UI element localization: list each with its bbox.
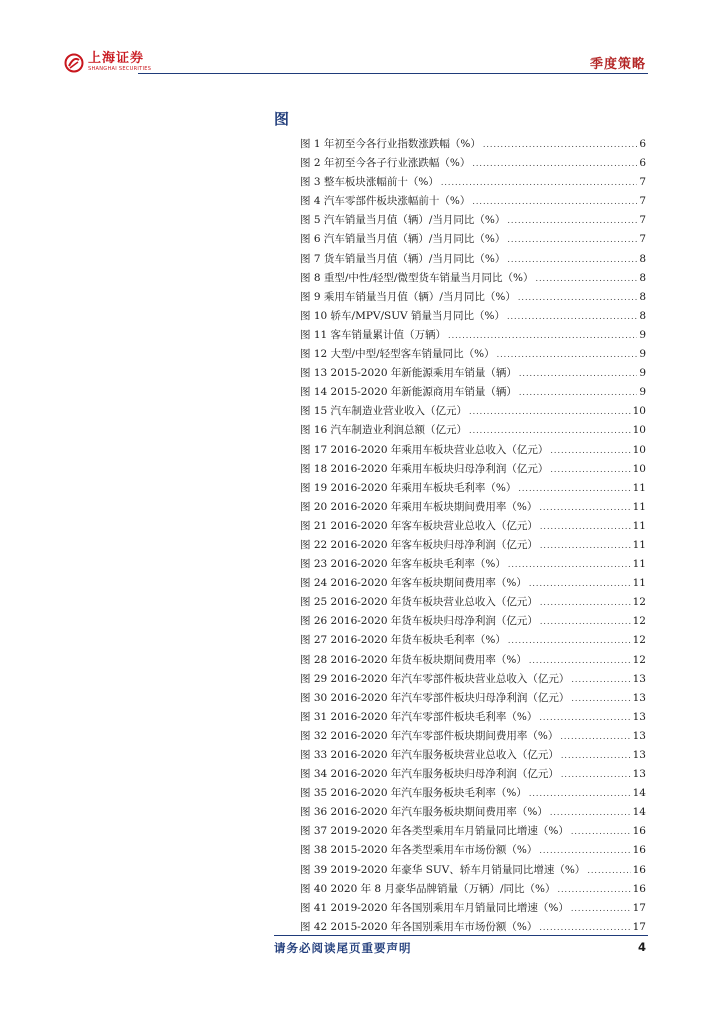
toc-entry-page: 8 xyxy=(639,271,646,284)
figure-index-list xyxy=(300,135,646,937)
toc-entry-label: 图 36 2016-2020 年汽车服务板块期间费用率（%） xyxy=(300,806,548,819)
toc-entry-label: 图 10 轿车/MPV/SUV 销量当月同比（%） xyxy=(300,309,505,322)
footer-divider xyxy=(274,935,648,936)
toc-dot-leader xyxy=(507,230,637,249)
toc-entry[interactable] xyxy=(300,345,646,364)
toc-entry-page: 8 xyxy=(639,290,646,303)
toc-dot-leader xyxy=(441,173,637,192)
toc-entry-label: 图 37 2019-2020 年各类型乘用车月销量同比增速（%） xyxy=(300,825,569,838)
toc-entry-page: 7 xyxy=(639,176,646,189)
toc-entry[interactable] xyxy=(300,708,646,727)
toc-dot-leader xyxy=(472,192,637,211)
toc-entry-page: 6 xyxy=(639,138,646,150)
toc-dot-leader xyxy=(508,631,631,650)
toc-entry[interactable] xyxy=(300,479,646,498)
toc-dot-leader xyxy=(497,345,638,364)
toc-entry-page: 13 xyxy=(632,749,646,761)
toc-entry-page: 9 xyxy=(639,386,646,399)
toc-dot-leader xyxy=(550,460,630,479)
toc-entry[interactable] xyxy=(300,230,646,249)
figures-section-title: 图 xyxy=(274,110,290,128)
toc-dot-leader xyxy=(508,555,631,574)
toc-dot-leader xyxy=(529,651,631,670)
toc-dot-leader xyxy=(571,822,631,841)
toc-entry-label: 图 31 2016-2020 年汽车零部件板块毛利率（%） xyxy=(300,710,538,723)
footer-disclaimer: 请务必阅读尾页重要声明 xyxy=(274,941,412,955)
toc-entry-label: 图 39 2019-2020 年豪华 SUV、轿车月销量同比增速（%） xyxy=(300,863,586,876)
toc-entry-label: 图 13 2015-2020 年新能源乘用车销量（辆） xyxy=(300,367,517,380)
toc-entry[interactable] xyxy=(300,803,646,822)
toc-dot-leader xyxy=(519,383,637,402)
toc-dot-leader xyxy=(571,670,630,689)
toc-entry-page: 8 xyxy=(639,252,646,265)
toc-dot-leader xyxy=(540,536,631,555)
toc-dot-leader xyxy=(539,708,630,727)
toc-dot-leader xyxy=(529,784,631,803)
toc-entry[interactable] xyxy=(300,421,646,440)
toc-dot-leader xyxy=(571,899,631,918)
toc-entry-label: 图 7 货车销量当月值（辆）/当月同比（%） xyxy=(300,252,506,265)
toc-entry-page: 11 xyxy=(632,558,646,571)
toc-dot-leader xyxy=(540,612,631,631)
toc-entry-page: 14 xyxy=(632,787,646,800)
toc-dot-leader xyxy=(472,154,637,173)
toc-dot-leader xyxy=(540,517,631,536)
toc-entry-page: 9 xyxy=(639,367,646,380)
toc-entry[interactable] xyxy=(300,841,646,860)
toc-entry[interactable] xyxy=(300,670,646,689)
toc-entry-label: 图 8 重型/中性/轻型/微型货车销量当月同比（%） xyxy=(300,271,534,284)
toc-entry-page: 17 xyxy=(632,920,646,933)
toc-entry-label: 图 17 2016-2020 年乘用车板块营业总收入（亿元） xyxy=(300,443,549,456)
logo-emblem-icon xyxy=(64,53,84,73)
toc-entry-page: 12 xyxy=(632,653,646,666)
toc-entry-page: 8 xyxy=(639,309,646,322)
toc-entry-label: 图 23 2016-2020 年客车板块毛利率（%） xyxy=(300,558,506,571)
toc-entry-page: 16 xyxy=(632,882,646,895)
toc-dot-leader xyxy=(535,269,637,288)
toc-entry[interactable] xyxy=(300,498,646,517)
toc-entry[interactable] xyxy=(300,593,646,612)
toc-entry[interactable] xyxy=(300,880,646,899)
toc-entry[interactable] xyxy=(300,517,646,536)
toc-dot-leader xyxy=(469,402,631,421)
toc-dot-leader xyxy=(519,364,637,383)
toc-entry-label: 图 6 汽车销量当月值（辆）/当月同比（%） xyxy=(300,233,506,246)
toc-entry-page: 12 xyxy=(632,634,646,647)
toc-entry-page: 7 xyxy=(639,214,646,227)
toc-entry-label: 图 15 汽车制造业营业收入（亿元） xyxy=(300,405,468,418)
toc-entry-label: 图 4 汽车零部件板块涨幅前十（%） xyxy=(300,195,471,208)
toc-entry[interactable] xyxy=(300,307,646,326)
toc-entry-page: 13 xyxy=(632,710,646,723)
toc-entry-label: 图 32 2016-2020 年汽车零部件板块期间费用率（%） xyxy=(300,729,559,742)
toc-entry-page: 11 xyxy=(632,481,646,494)
toc-entry-page: 16 xyxy=(632,844,646,857)
toc-entry[interactable] xyxy=(300,689,646,708)
toc-entry-page: 10 xyxy=(632,443,646,456)
toc-dot-leader xyxy=(550,803,631,822)
toc-entry-page: 9 xyxy=(639,328,646,341)
toc-entry-label: 图 24 2016-2020 年客车板块期间费用率（%） xyxy=(300,577,527,590)
toc-dot-leader xyxy=(507,307,637,326)
toc-entry-label: 图 18 2016-2020 年乘用车板块归母净利润（亿元） xyxy=(300,462,549,475)
toc-entry[interactable] xyxy=(300,727,646,746)
logo-cn-text: 上海证券 xyxy=(88,51,145,66)
toc-entry[interactable] xyxy=(300,326,646,345)
toc-entry[interactable] xyxy=(300,364,646,383)
toc-dot-leader xyxy=(518,479,630,498)
toc-entry[interactable] xyxy=(300,460,646,479)
toc-entry-page: 11 xyxy=(632,519,646,532)
toc-dot-leader xyxy=(560,727,630,746)
toc-entry-label: 图 26 2016-2020 年货车板块归母净利润（亿元） xyxy=(300,615,538,628)
toc-dot-leader xyxy=(518,288,637,307)
toc-dot-leader xyxy=(469,421,631,440)
toc-dot-leader xyxy=(539,498,630,517)
toc-entry[interactable] xyxy=(300,441,646,460)
toc-entry[interactable] xyxy=(300,173,646,192)
toc-entry-label: 图 33 2016-2020 年汽车服务板块营业总收入（亿元） xyxy=(300,749,559,761)
toc-dot-leader xyxy=(561,746,631,765)
toc-entry-page: 7 xyxy=(639,233,646,246)
toc-entry-page: 14 xyxy=(632,806,646,819)
toc-entry-label: 图 40 2020 年 8 月豪华品牌销量（万辆）/同比（%） xyxy=(300,882,556,895)
toc-dot-leader xyxy=(507,211,637,230)
toc-entry-label: 图 22 2016-2020 年客车板块归母净利润（亿元） xyxy=(300,538,538,551)
toc-entry-page: 16 xyxy=(632,825,646,838)
toc-dot-leader xyxy=(540,593,631,612)
toc-entry-label: 图 5 汽车销量当月值（辆）/当月同比（%） xyxy=(300,214,506,227)
toc-entry[interactable] xyxy=(300,784,646,803)
header-divider xyxy=(138,73,648,74)
toc-entry-page: 10 xyxy=(632,462,646,475)
toc-dot-leader xyxy=(539,841,630,860)
toc-entry-page: 13 xyxy=(632,672,646,685)
toc-entry-page: 13 xyxy=(632,691,646,704)
toc-entry[interactable] xyxy=(300,154,646,173)
toc-entry-page: 12 xyxy=(632,596,646,609)
toc-entry[interactable] xyxy=(300,746,646,765)
toc-entry[interactable] xyxy=(300,765,646,784)
toc-dot-leader xyxy=(557,880,630,899)
toc-entry-page: 10 xyxy=(632,424,646,437)
toc-dot-leader xyxy=(550,441,630,460)
company-logo xyxy=(64,52,151,73)
toc-entry-label: 图 25 2016-2020 年货车板块营业总收入（亿元） xyxy=(300,596,538,609)
toc-entry[interactable] xyxy=(300,288,646,307)
toc-entry[interactable] xyxy=(300,651,646,670)
toc-entry[interactable] xyxy=(300,383,646,402)
page-header xyxy=(0,0,724,80)
toc-entry-page: 13 xyxy=(632,768,646,781)
page-number: 4 xyxy=(637,940,646,954)
toc-entry[interactable] xyxy=(300,211,646,230)
toc-entry-page: 16 xyxy=(632,863,646,876)
toc-entry-label: 图 2 年初至今各子行业涨跌幅（%） xyxy=(300,157,471,170)
toc-entry[interactable] xyxy=(300,536,646,555)
toc-entry[interactable] xyxy=(300,899,646,918)
toc-dot-leader xyxy=(507,250,637,269)
toc-dot-leader xyxy=(448,326,637,345)
toc-entry[interactable] xyxy=(300,269,646,288)
toc-entry-label: 图 21 2016-2020 年客车板块营业总收入（亿元） xyxy=(300,519,538,532)
toc-entry-page: 13 xyxy=(632,729,646,742)
toc-entry[interactable] xyxy=(300,822,646,841)
toc-entry[interactable] xyxy=(300,250,646,269)
toc-entry[interactable] xyxy=(300,631,646,650)
toc-entry[interactable] xyxy=(300,612,646,631)
toc-entry-label: 图 35 2016-2020 年汽车服务板块毛利率（%） xyxy=(300,787,527,800)
toc-entry[interactable] xyxy=(300,555,646,574)
toc-entry-label: 图 38 2015-2020 年各类型乘用车市场份额（%） xyxy=(300,844,538,857)
toc-entry-label: 图 16 汽车制造业利润总额（亿元） xyxy=(300,424,468,437)
toc-entry-label: 图 30 2016-2020 年汽车零部件板块归母净利润（亿元） xyxy=(300,691,570,704)
toc-entry-label: 图 14 2015-2020 年新能源商用车销量（辆） xyxy=(300,386,517,399)
toc-dot-leader xyxy=(571,689,630,708)
toc-entry[interactable] xyxy=(300,574,646,593)
toc-entry-page: 11 xyxy=(632,500,646,513)
toc-entry-label: 图 3 整车板块涨幅前十（%） xyxy=(300,176,439,189)
toc-entry-label: 图 29 2016-2020 年汽车零部件板块营业总收入（亿元） xyxy=(300,672,570,685)
toc-dot-leader xyxy=(529,574,631,593)
toc-entry[interactable] xyxy=(300,402,646,421)
toc-entry-page: 9 xyxy=(639,348,646,361)
toc-entry-label: 图 41 2019-2020 年各国别乘用车月销量同比增速（%） xyxy=(300,901,569,914)
toc-dot-leader xyxy=(483,135,637,154)
toc-entry-label: 图 20 2016-2020 年乘用车板块期间费用率（%） xyxy=(300,500,538,513)
toc-entry-label: 图 42 2015-2020 年各国别乘用车市场份额（%） xyxy=(300,920,538,933)
toc-entry-page: 17 xyxy=(632,901,646,914)
toc-entry-page: 11 xyxy=(632,577,646,590)
toc-entry-label: 图 1 年初至今各行业指数涨跌幅（%） xyxy=(300,138,481,150)
toc-entry-page: 12 xyxy=(632,615,646,628)
toc-entry-page: 6 xyxy=(639,157,646,170)
toc-dot-leader xyxy=(587,861,630,880)
toc-entry-label: 图 27 2016-2020 年货车板块毛利率（%） xyxy=(300,634,506,647)
toc-entry[interactable] xyxy=(300,861,646,880)
toc-entry[interactable] xyxy=(300,135,646,154)
logo-en-text: SHANGHAI SECURITIES xyxy=(88,66,152,72)
toc-entry-label: 图 9 乘用车销量当月值（辆）/当月同比（%） xyxy=(300,290,516,303)
toc-entry[interactable] xyxy=(300,192,646,211)
report-type-label: 季度策略 xyxy=(589,57,646,72)
toc-entry-page: 7 xyxy=(639,195,646,208)
toc-entry-label: 图 12 大型/中型/轻型客车销量同比（%） xyxy=(300,348,495,361)
toc-entry-page: 11 xyxy=(632,538,646,551)
toc-entry-page: 10 xyxy=(632,405,646,418)
toc-dot-leader xyxy=(561,765,631,784)
toc-entry-label: 图 19 2016-2020 年乘用车板块毛利率（%） xyxy=(300,481,517,494)
toc-entry-label: 图 28 2016-2020 年货车板块期间费用率（%） xyxy=(300,653,527,666)
toc-entry-label: 图 34 2016-2020 年汽车服务板块归母净利润（亿元） xyxy=(300,768,559,781)
toc-entry-label: 图 11 客车销量累计值（万辆） xyxy=(300,328,447,341)
